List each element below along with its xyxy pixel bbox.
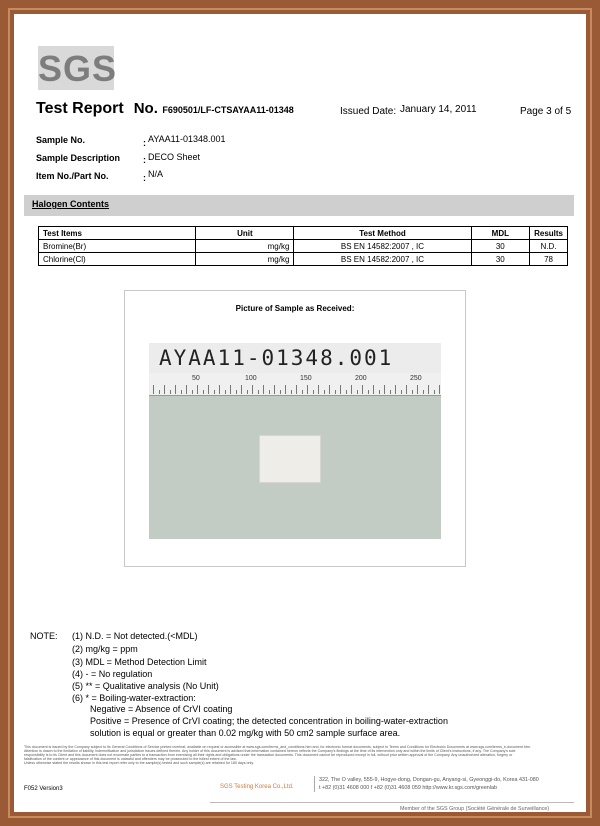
ruler-tick: [351, 385, 352, 394]
ruler-tick: [324, 390, 325, 394]
ruler-tick: [423, 390, 424, 394]
report-number: F690501/LF-CTSAYAA11-01348: [162, 105, 294, 115]
header-test-items: Test Items: [39, 227, 196, 240]
footer-company: SGS Testing Korea Co.,Ltd.: [220, 784, 294, 790]
ruler-number: 200: [355, 375, 367, 382]
ruler-tick: [159, 390, 160, 394]
header-test-method: Test Method: [294, 227, 471, 240]
ruler-tick: [280, 390, 281, 394]
ruler-tick: [346, 390, 347, 394]
ruler-tick: [401, 390, 402, 394]
sample-label-text: AYAA11-01348.001: [159, 346, 394, 370]
footer-divider: [210, 802, 574, 803]
ruler-tick: [318, 385, 319, 394]
note-line: solution is equal or greater than 0.02 mg/kg with 50 cm2 sample surface area.: [90, 728, 401, 738]
ruler-tick: [230, 385, 231, 394]
ruler-tick: [219, 385, 220, 394]
sgs-logo: [38, 46, 118, 90]
cell-test-item: Chlorine(Cl): [39, 253, 196, 266]
ruler-number: 50: [192, 375, 200, 382]
results-table: [38, 226, 568, 266]
ruler-tick: [428, 385, 429, 394]
cell-result: N.D.: [530, 240, 568, 253]
page-number: Page 3 of 5: [520, 106, 572, 117]
ruler-tick: [247, 390, 248, 394]
ruler-tick: [439, 385, 440, 394]
note-line: (4) - = No regulation: [72, 669, 153, 679]
ruler-tick: [390, 390, 391, 394]
issued-date-label: Issued Date:: [340, 106, 397, 117]
sample-description-label: Sample Description: [36, 153, 121, 163]
ruler-tick: [170, 390, 171, 394]
ruler-tick: [269, 390, 270, 394]
table-header-row: [39, 227, 568, 240]
ruler-number: 250: [410, 375, 422, 382]
sample-picture-box: [124, 290, 466, 567]
report-page: [14, 14, 586, 812]
ruler-number: 100: [245, 375, 257, 382]
ruler-tick: [192, 390, 193, 394]
fineprint-line: Unless otherwise stated the results shown in this test report refer only to the sample(s) tested and such sample(s) are retained for 180 days only.: [24, 761, 254, 765]
ruler-tick: [274, 385, 275, 394]
cell-result: 78: [530, 253, 568, 266]
sample-photo: [149, 343, 441, 539]
ruler-tick: [406, 385, 407, 394]
ruler-tick: [153, 385, 154, 394]
ruler-tick: [252, 385, 253, 394]
ruler: [149, 373, 441, 396]
note-line: (3) MDL = Method Detection Limit: [72, 657, 207, 667]
ruler-tick: [368, 390, 369, 394]
ruler-tick: [181, 390, 182, 394]
sample-no-value: AYAA11-01348.001: [148, 134, 226, 144]
report-title: Test Report: [36, 100, 124, 117]
item-no-value: N/A: [148, 169, 164, 179]
ruler-tick: [335, 390, 336, 394]
sample-label-strip: [149, 343, 441, 373]
halogen-section-bar: [24, 195, 574, 216]
cell-mdl: 30: [471, 253, 530, 266]
cell-mdl: 30: [471, 240, 530, 253]
table-row: [39, 253, 568, 266]
sample-no-colon: :: [143, 138, 146, 148]
ruler-tick: [263, 385, 264, 394]
fineprint-line: Attention is drawn to the limitation of liability, indemnification and jurisdiction issues defined therein. Any holder of this document is advised that information contained hereon reflects the Company's findings at the time of its intervention only and within the limits of Client's instructions, if any. The Company's sole: [24, 749, 516, 753]
issued-date-value: January 14, 2011: [400, 104, 477, 115]
ruler-tick: [362, 385, 363, 394]
ruler-tick: [241, 385, 242, 394]
note-line: (2) mg/kg = ppm: [72, 644, 138, 654]
ruler-tick: [384, 385, 385, 394]
sample-piece: [259, 435, 321, 483]
ruler-tick: [313, 390, 314, 394]
ruler-tick: [258, 390, 259, 394]
ruler-tick: [225, 390, 226, 394]
sample-no-label: Sample No.: [36, 135, 86, 145]
cell-test-method: BS EN 14582:2007 , IC: [294, 253, 471, 266]
footer-address: [314, 776, 539, 792]
report-no-label: No.: [133, 100, 158, 117]
ruler-tick: [208, 385, 209, 394]
ruler-tick: [296, 385, 297, 394]
note-line: (6) * = Boiling-water-extraction:: [72, 693, 196, 703]
table-row: [39, 240, 568, 253]
ruler-tick: [417, 385, 418, 394]
header-unit: Unit: [196, 227, 294, 240]
footer-member: Member of the SGS Group (Société Générale de Surveillance): [400, 806, 550, 812]
note-line: (1) N.D. = Not detected.(<MDL): [72, 631, 198, 641]
note-line: (5) ** = Qualitative analysis (No Unit): [72, 681, 219, 691]
sample-description-colon: :: [143, 155, 146, 165]
cell-test-method: BS EN 14582:2007 , IC: [294, 240, 471, 253]
fineprint-line: responsibility is to its Client and this document does not exonerate parties to a transaction from exercising all their rights and obligations under the transaction documents. This document cannot be reproduced except in full, without prior written approval of the Company. Any unauthorized alteration, forgery or: [24, 753, 513, 757]
cell-unit: mg/kg: [196, 253, 294, 266]
ruler-tick: [164, 385, 165, 394]
note-label: NOTE:: [30, 631, 58, 641]
report-title-line: [36, 100, 294, 118]
footer-contact-line: t +82 (0)31 4608 000 f +82 (0)31 4608 059 http://www.kr.sgs.com/greenlab: [319, 785, 498, 791]
ruler-tick: [307, 385, 308, 394]
ruler-tick: [236, 390, 237, 394]
note-line: Negative = Absence of CrVI coating: [90, 704, 233, 714]
cell-unit: mg/kg: [196, 240, 294, 253]
ruler-tick: [203, 390, 204, 394]
ruler-tick: [302, 390, 303, 394]
ruler-tick: [395, 385, 396, 394]
item-no-colon: :: [143, 173, 146, 183]
form-version: F052 Version3: [24, 786, 63, 792]
ruler-tick: [434, 390, 435, 394]
ruler-tick: [197, 385, 198, 394]
fineprint-line: This document is issued by the Company subject to its General Conditions of Service printed overleaf, available on request or accessible at www.sgs.com/terms_and_conditions.htm and, for electronic format documents, subject to Terms and Conditions for Electronic Documents at www.sgs.com/terms_e-document.htm.: [24, 745, 531, 749]
sgs-logo-text: SGS: [38, 48, 118, 89]
sample-description-value: DECO Sheet: [148, 152, 201, 162]
picture-caption: Picture of Sample as Received:: [235, 304, 355, 313]
ruler-tick: [329, 385, 330, 394]
ruler-tick: [175, 385, 176, 394]
ruler-tick: [379, 390, 380, 394]
cell-test-item: Bromine(Br): [39, 240, 196, 253]
ruler-tick: [373, 385, 374, 394]
header-results: Results: [530, 227, 568, 240]
ruler-tick: [340, 385, 341, 394]
ruler-tick: [186, 385, 187, 394]
header-mdl: MDL: [471, 227, 530, 240]
note-line: Positive = Presence of CrVI coating; the detected concentration in boiling-water-extraction: [90, 716, 448, 726]
fineprint-line: falsification of the content or appearance of this document is unlawful and offenders may be prosecuted to the fullest extent of the law.: [24, 757, 237, 761]
ruler-tick: [214, 390, 215, 394]
ruler-number: 150: [300, 375, 312, 382]
ruler-tick: [291, 390, 292, 394]
footer-address-line: 322, The O valley, 555-9, Hogye-dong, Dongan-gu, Anyang-si, Gyeonggi-do, Korea 431-080: [319, 777, 539, 783]
ruler-tick: [285, 385, 286, 394]
ruler-tick: [357, 390, 358, 394]
ruler-tick: [412, 390, 413, 394]
item-no-label: Item No./Part No.: [36, 171, 109, 181]
section-title: Halogen Contents: [32, 199, 110, 209]
